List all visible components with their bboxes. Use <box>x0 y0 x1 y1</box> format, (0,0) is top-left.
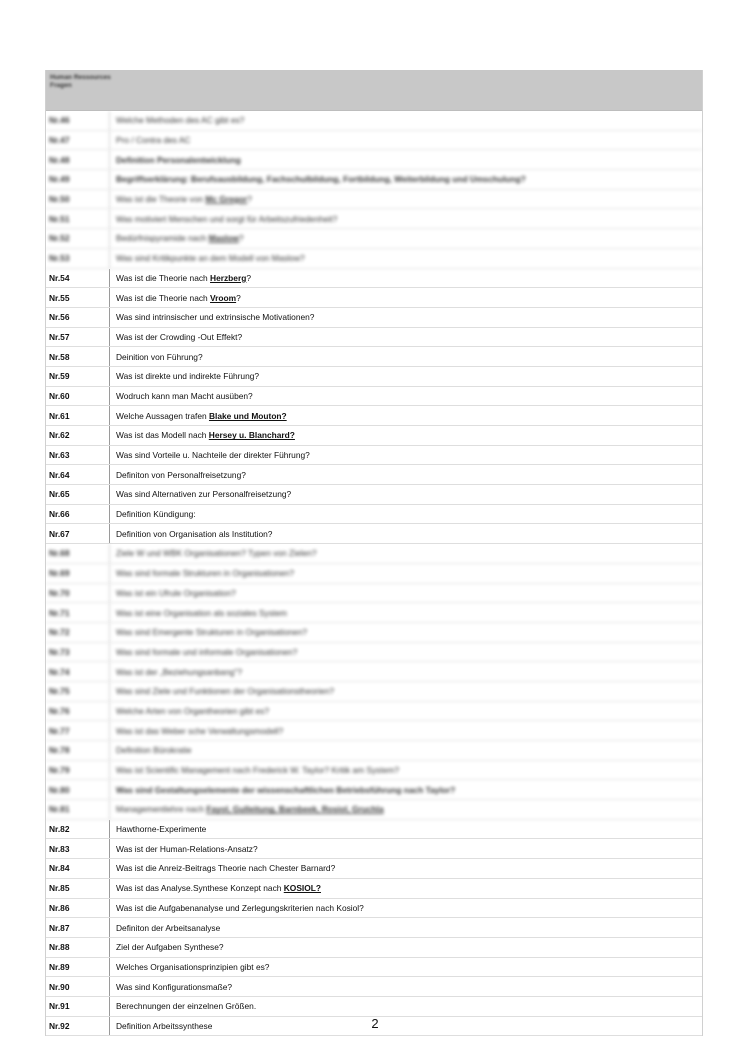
question-text-main: Ziele W und WBK Organisationen? Typen von Zielen? <box>116 548 317 559</box>
table-row <box>46 544 702 564</box>
question-text <box>110 745 191 755</box>
table-row <box>46 682 702 702</box>
question-text <box>110 785 455 795</box>
table-row <box>46 623 702 643</box>
question-number: Nr.73 <box>46 643 110 662</box>
question-number: Nr.75 <box>46 682 110 701</box>
question-text <box>110 352 203 362</box>
question-text-main: Definition Bürokratie <box>116 745 192 756</box>
question-number: Nr.56 <box>46 308 110 327</box>
table-row <box>46 899 702 919</box>
question-number: Nr.65 <box>46 485 110 504</box>
table-row <box>46 800 702 820</box>
question-text-main: Was sind Vorteile u. Nachteile der direkter Führung? <box>116 450 310 461</box>
question-text-main: Was ist der Human-Relations-Ansatz? <box>116 843 258 854</box>
question-number: Nr.71 <box>46 603 110 622</box>
question-text-main: Was sind formale Strukturen in Organisationen? <box>116 568 294 579</box>
question-number: Nr.58 <box>46 347 110 366</box>
question-number: Nr.69 <box>46 564 110 583</box>
table-row <box>46 249 702 269</box>
table-row <box>46 839 702 859</box>
table-row <box>46 780 702 800</box>
table-row <box>46 111 702 131</box>
question-text <box>110 962 269 972</box>
question-number: Nr.70 <box>46 584 110 603</box>
question-text-main: Berechnungen der einzelnen Größen. <box>116 1001 257 1012</box>
question-text-main: Was ist Scientific Management nach Frederick W. Taylor? Kritik am System? <box>116 765 399 776</box>
question-number: Nr.57 <box>46 328 110 347</box>
question-number: Nr.52 <box>46 229 110 248</box>
question-number: Nr.82 <box>46 820 110 839</box>
table-row <box>46 288 702 308</box>
question-text-main: Pro / Contra des AC <box>116 135 191 146</box>
question-text <box>110 135 190 145</box>
question-emphasis: Hersey u. Blanchard? <box>208 430 295 441</box>
page-number: 2 <box>371 1016 379 1031</box>
question-emphasis: Fayol, Gulleitung, Barnbeek, Rosiol, Gruchla <box>206 804 384 815</box>
table-row <box>46 426 702 446</box>
question-text-main: Definiton der Arbeitsanalyse <box>116 922 221 933</box>
question-text-main: Definition Kündigung: <box>116 509 196 520</box>
question-text <box>110 863 335 873</box>
question-text <box>110 804 384 814</box>
table-row <box>46 958 702 978</box>
question-text-main: Was ist die Theorie nach <box>116 292 211 303</box>
question-text <box>110 568 294 578</box>
question-text-main: Was ist die Anreiz-Beitrags Theorie nach Chester Barnard? <box>116 863 336 874</box>
question-text-main: Managementlehre nach <box>116 804 207 815</box>
question-text <box>110 115 244 125</box>
table-row <box>46 229 702 249</box>
question-number: Nr.47 <box>46 131 110 150</box>
question-text-suffix: ? <box>238 233 244 244</box>
table-row <box>46 387 702 407</box>
question-emphasis: Blake und Mouton? <box>208 410 287 421</box>
question-number: Nr.81 <box>46 800 110 819</box>
question-number: Nr.86 <box>46 899 110 918</box>
question-text-main: Was sind Gestaltungselemente der wissenschaftlichen Betriebsführung nach Taylor? <box>116 784 456 795</box>
question-number: Nr.54 <box>46 269 110 288</box>
table-row <box>46 485 702 505</box>
question-text-main: Ziel der Aufgaben Synthese? <box>116 942 224 953</box>
question-text <box>110 529 272 539</box>
table-row <box>46 820 702 840</box>
question-text-main: Was ist eine Organisation als soziales System <box>116 607 287 618</box>
question-text-main: Deinition von Führung? <box>116 351 203 362</box>
question-text <box>110 647 297 657</box>
question-number: Nr.78 <box>46 741 110 760</box>
question-text <box>110 1001 256 1011</box>
question-text-suffix: ? <box>247 194 252 205</box>
question-text-main: Was motiviert Menschen und sorgt für Arbeitszufriedenheit? <box>116 213 338 224</box>
question-number: Nr.91 <box>46 997 110 1016</box>
question-text-main: Was sind formale und informale Organisationen? <box>116 646 298 657</box>
table-row <box>46 938 702 958</box>
question-emphasis: Mc Gregor <box>205 194 248 205</box>
question-text-main: Definiton von Personalfreisetzung? <box>116 469 246 480</box>
question-text <box>110 923 220 933</box>
question-text <box>110 273 251 283</box>
table-row <box>46 879 702 899</box>
question-text <box>110 489 291 499</box>
table-row <box>46 406 702 426</box>
question-number: Nr.53 <box>46 249 110 268</box>
question-text <box>110 706 269 716</box>
question-number: Nr.63 <box>46 446 110 465</box>
question-text-main: Was sind Kritikpunkte an dem Modell von Maslow? <box>116 253 305 264</box>
table-row <box>46 564 702 584</box>
question-text <box>110 627 307 637</box>
question-text <box>110 450 310 460</box>
question-number: Nr.84 <box>46 859 110 878</box>
question-text <box>110 430 295 440</box>
question-text <box>110 233 244 243</box>
table-row <box>46 702 702 722</box>
question-number: Nr.55 <box>46 288 110 307</box>
question-text-main: Was ist direkte und indirekte Führung? <box>116 371 260 382</box>
question-number: Nr.72 <box>46 623 110 642</box>
question-number: Nr.62 <box>46 426 110 445</box>
question-text <box>110 371 259 381</box>
question-text-suffix: ? <box>236 292 241 303</box>
question-number: Nr.59 <box>46 367 110 386</box>
question-text-main: Was ist die Theorie von <box>116 194 206 205</box>
question-text-main: Was sind Ziele und Funktionen der Organisationstheorien? <box>116 686 335 697</box>
question-emphasis: Vroom <box>210 292 237 303</box>
question-text <box>110 686 334 696</box>
table-row <box>46 150 702 170</box>
question-text-main: Was ist die Theorie nach <box>116 272 211 283</box>
question-number: Nr.46 <box>46 111 110 130</box>
question-number: Nr.60 <box>46 387 110 406</box>
question-number: Nr.87 <box>46 918 110 937</box>
table-row <box>46 662 702 682</box>
question-number: Nr.48 <box>46 150 110 169</box>
question-text <box>110 194 252 204</box>
question-number: Nr.67 <box>46 524 110 543</box>
question-number: Nr.49 <box>46 170 110 189</box>
table-row <box>46 584 702 604</box>
table-row <box>46 505 702 525</box>
question-text <box>110 174 526 184</box>
question-text-main: Was sind Konfigurationsmaße? <box>116 981 233 992</box>
table-row <box>46 190 702 210</box>
question-text-main: Was ist das Weber sche Verwaltungsmodell? <box>116 725 284 736</box>
question-text-main: Was ist das Modell nach <box>116 430 209 441</box>
question-text <box>110 548 317 558</box>
question-number: Nr.61 <box>46 406 110 425</box>
question-emphasis: KOSIOL? <box>283 883 321 894</box>
question-text <box>110 824 206 834</box>
question-number: Nr.76 <box>46 702 110 721</box>
question-text <box>110 470 246 480</box>
question-text-suffix: ? <box>246 272 252 283</box>
table-row <box>46 977 702 997</box>
table-row <box>46 741 702 761</box>
table-row <box>46 997 702 1017</box>
question-text-main: Welche Aussagen trafen <box>116 410 209 421</box>
question-text <box>110 903 364 913</box>
table-row <box>46 131 702 151</box>
header-label: Human Ressources Fragen <box>50 74 111 89</box>
question-number: Nr.83 <box>46 839 110 858</box>
table-row <box>46 347 702 367</box>
table-header <box>46 70 702 111</box>
question-number: Nr.74 <box>46 662 110 681</box>
question-number: Nr.89 <box>46 958 110 977</box>
question-number: Nr.51 <box>46 209 110 228</box>
table-row <box>46 170 702 190</box>
question-text-main: Was ist die Aufgabenanalyse und Zerlegungskriterien nach Kosiol? <box>116 902 364 913</box>
table-row <box>46 524 702 544</box>
question-text <box>110 214 337 224</box>
question-text <box>110 411 287 421</box>
question-text <box>110 844 258 854</box>
question-text-main: Was sind Emergente Strukturen in Organisationen? <box>116 627 308 638</box>
table-row <box>46 603 702 623</box>
question-table <box>45 70 703 1036</box>
question-number: Nr.90 <box>46 977 110 996</box>
question-text <box>110 942 224 952</box>
question-text-main: Was ist das Analyse.Synthese Konzept nach <box>116 883 284 894</box>
question-text <box>110 883 321 893</box>
question-text <box>110 332 242 342</box>
table-row <box>46 918 702 938</box>
question-emphasis: Maslow <box>208 233 239 244</box>
question-text-main: Definition von Organisation als Institution? <box>116 528 273 539</box>
table-row <box>46 446 702 466</box>
table-row <box>46 269 702 289</box>
question-number: Nr.79 <box>46 761 110 780</box>
question-number: Nr.64 <box>46 465 110 484</box>
question-text-main: Welche Arten von Organtheorien gibt es? <box>116 705 270 716</box>
question-number: Nr.80 <box>46 780 110 799</box>
question-text-main: Was ist der Crowding -Out Effekt? <box>116 331 243 342</box>
table-row <box>46 643 702 663</box>
question-text <box>110 509 196 519</box>
question-text <box>110 667 242 677</box>
table-row <box>46 308 702 328</box>
table-row <box>46 328 702 348</box>
question-text <box>110 982 232 992</box>
table-row <box>46 859 702 879</box>
question-text-main: Begriffserklärung: Berufsausbildung, Fachschulbildung, Fortbildung, Weiterbildung und Umschulung? <box>116 174 526 185</box>
question-text <box>110 588 236 598</box>
table-row <box>46 367 702 387</box>
question-number: Nr.92 <box>46 1017 110 1036</box>
question-text-main: Hawthorne-Experimente <box>116 824 207 835</box>
question-number: Nr.88 <box>46 938 110 957</box>
table-row <box>46 465 702 485</box>
question-text <box>110 765 399 775</box>
question-text-main: Was sind intrinsischer und extrinsische Motivationen? <box>116 312 315 323</box>
question-text <box>110 253 305 263</box>
question-text <box>110 293 241 303</box>
question-number: Nr.77 <box>46 721 110 740</box>
table-row <box>46 209 702 229</box>
question-number: Nr.50 <box>46 190 110 209</box>
question-text-main: Was sind Alternativen zur Personalfreisetzung? <box>116 489 292 500</box>
question-number: Nr.68 <box>46 544 110 563</box>
question-text <box>110 312 314 322</box>
question-text-main: Definition Personalentwicklung <box>116 154 241 165</box>
question-text <box>110 608 287 618</box>
question-text-main: Wodruch kann man Macht ausüben? <box>116 390 253 401</box>
question-text-main: Bedürfnispyramide nach <box>116 233 209 244</box>
table-row <box>46 761 702 781</box>
table-body <box>46 111 702 1036</box>
question-text <box>110 155 241 165</box>
question-text <box>110 726 283 736</box>
question-emphasis: Herzberg <box>210 272 247 283</box>
question-text-main: Was ist ein Ufrule Organisation? <box>116 587 236 598</box>
table-row <box>46 721 702 741</box>
question-text-main: Definition Arbeitssynthese <box>116 1020 213 1031</box>
question-number: Nr.85 <box>46 879 110 898</box>
question-text-main: Welche Methoden des AC gibt es? <box>116 115 245 126</box>
question-number: Nr.66 <box>46 505 110 524</box>
question-text <box>110 391 253 401</box>
question-text-main: Welches Organisationsprinzipien gibt es? <box>116 961 270 972</box>
question-text-main: Was ist der „Beziehungsanbang"? <box>116 666 243 677</box>
